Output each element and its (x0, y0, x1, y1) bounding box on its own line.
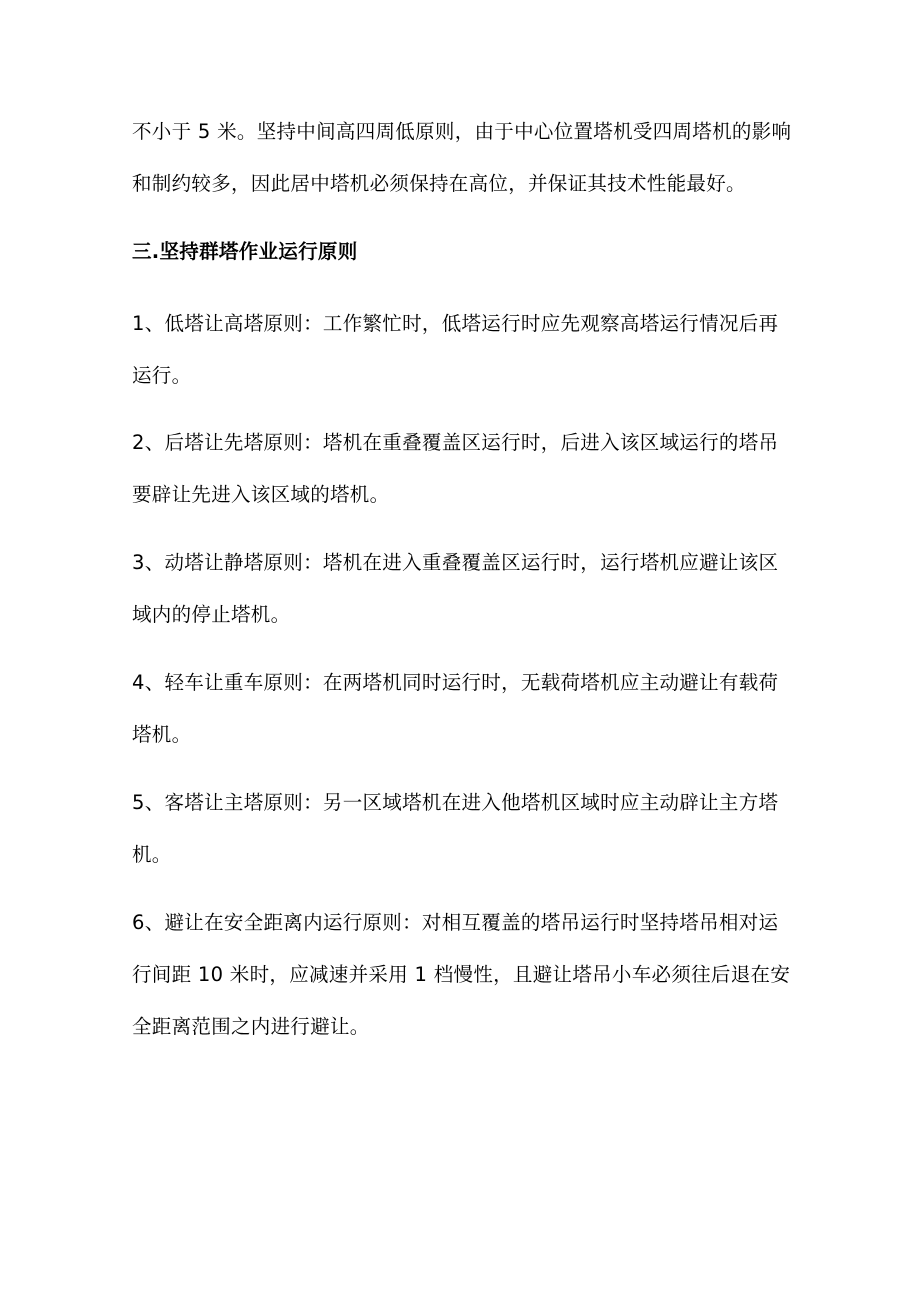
text-line: 3、动塔让静塔原则：塔机在进入重叠覆盖区运行时，运行塔机应避让该区 (132, 551, 779, 574)
text-line: 全距离范围之内进行避让。 (132, 1015, 370, 1038)
section-heading: 三.坚持群塔作业运行原则 (132, 240, 358, 263)
text-line: 要辟让先进入该区域的塔机。 (132, 483, 390, 506)
text-line: 行间距 10 米时，应减速并采用 1 档慢性，且避让塔吊小车必须往后退在安 (132, 963, 791, 986)
text-line: 5、客塔让主塔原则：另一区域塔机在进入他塔机区域时应主动辟让主方塔 (132, 791, 779, 814)
rule-item-3 (132, 537, 794, 641)
text-line: 4、轻车让重车原则：在两塔机同时运行时，无载荷塔机应主动避让有载荷 (132, 671, 779, 694)
text-line: 不小于 5 米。坚持中间高四周低原则，由于中心位置塔机受四周塔机的影响 (132, 120, 792, 143)
rule-item-6 (132, 897, 794, 1053)
text-line: 塔机。 (132, 723, 192, 746)
text-line: 域内的停止塔机。 (132, 603, 291, 626)
text-line: 6、避让在安全距离内运行原则：对相互覆盖的塔吊运行时坚持塔吊相对运 (132, 911, 779, 934)
text-line: 1、低塔让高塔原则：工作繁忙时，低塔运行时应先观察高塔运行情况后再 (132, 312, 779, 335)
rule-item-1 (132, 298, 794, 402)
rule-item-2 (132, 417, 794, 521)
text-line: 机。 (132, 843, 172, 866)
text-line: 运行。 (132, 364, 192, 387)
intro-paragraph (132, 106, 794, 210)
rule-item-5 (132, 777, 794, 881)
text-line: 2、后塔让先塔原则：塔机在重叠覆盖区运行时，后进入该区域运行的塔吊 (132, 431, 779, 454)
text-line: 和制约较多，因此居中塔机必须保持在高位，并保证其技术性能最好。 (132, 172, 746, 195)
rule-item-4 (132, 657, 794, 761)
